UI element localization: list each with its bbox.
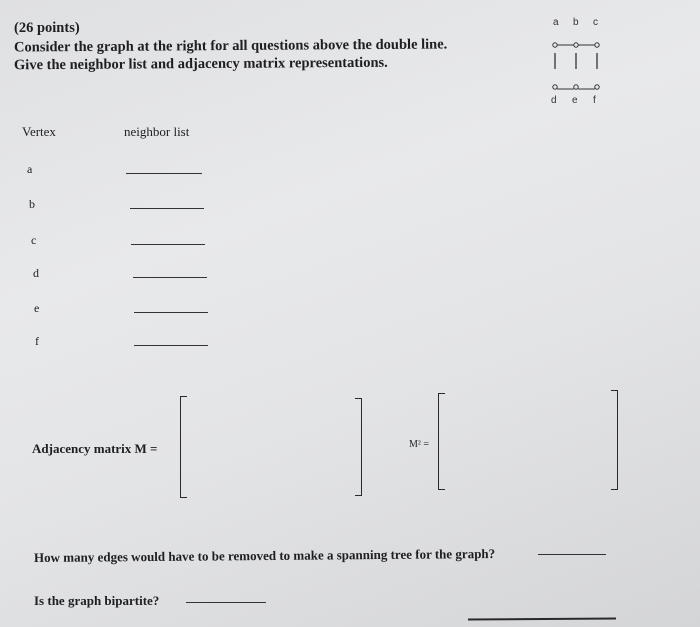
matrix-m-right-bracket <box>355 398 362 496</box>
vertex-node-a <box>553 43 557 47</box>
vertex-label-f: f <box>593 95 596 106</box>
vertex-c-label: c <box>31 233 37 247</box>
spanning-tree-question: How many edges would have to be removed to make a spanning tree for the graph? <box>33 545 496 566</box>
vertex-label-a: a <box>553 17 559 28</box>
m-squared-label: M² = <box>409 439 430 450</box>
question-line-2: Give the neighbor list and adjacency matrix representations. <box>13 54 388 74</box>
adjacency-matrix-label: Adjacency matrix M = <box>32 441 158 456</box>
neighbor-blank-f[interactable] <box>134 345 208 346</box>
matrix-m-left-bracket <box>180 396 187 498</box>
vertex-e-label: e <box>34 301 40 315</box>
vertex-node-e <box>574 85 578 89</box>
vertex-label-b: b <box>573 17 579 28</box>
matrix-m2-left-bracket <box>438 393 445 490</box>
vertex-f-label: f <box>35 334 39 348</box>
points-label: (26 points) <box>14 20 80 36</box>
neighbor-list-column-header: neighbor list <box>124 124 190 139</box>
bipartite-answer-blank[interactable] <box>186 602 266 603</box>
vertex-node-b <box>574 43 578 47</box>
vertex-column-header: Vertex <box>22 124 56 139</box>
vertex-d-label: d <box>33 266 39 280</box>
neighbor-blank-b[interactable] <box>130 208 204 209</box>
graph-diagram <box>540 15 610 110</box>
neighbor-blank-d[interactable] <box>133 277 207 278</box>
spanning-tree-answer-blank[interactable] <box>538 554 606 555</box>
bipartite-question: Is the graph bipartite? <box>34 593 160 608</box>
vertex-node-c <box>595 43 599 47</box>
vertex-label-d: d <box>551 95 557 106</box>
vertex-b-label: b <box>29 197 35 211</box>
vertex-a-label: a <box>27 162 33 176</box>
neighbor-blank-a[interactable] <box>126 173 202 174</box>
vertex-node-f <box>595 85 599 89</box>
vertex-node-d <box>553 85 557 89</box>
matrix-m2-right-bracket <box>611 390 618 490</box>
neighbor-blank-c[interactable] <box>131 244 205 245</box>
neighbor-blank-e[interactable] <box>134 312 208 313</box>
vertex-label-e: e <box>572 95 578 106</box>
vertex-label-c: c <box>593 17 598 28</box>
double-line <box>468 617 616 620</box>
question-line-1: Consider the graph at the right for all questions above the double line. <box>13 36 448 56</box>
